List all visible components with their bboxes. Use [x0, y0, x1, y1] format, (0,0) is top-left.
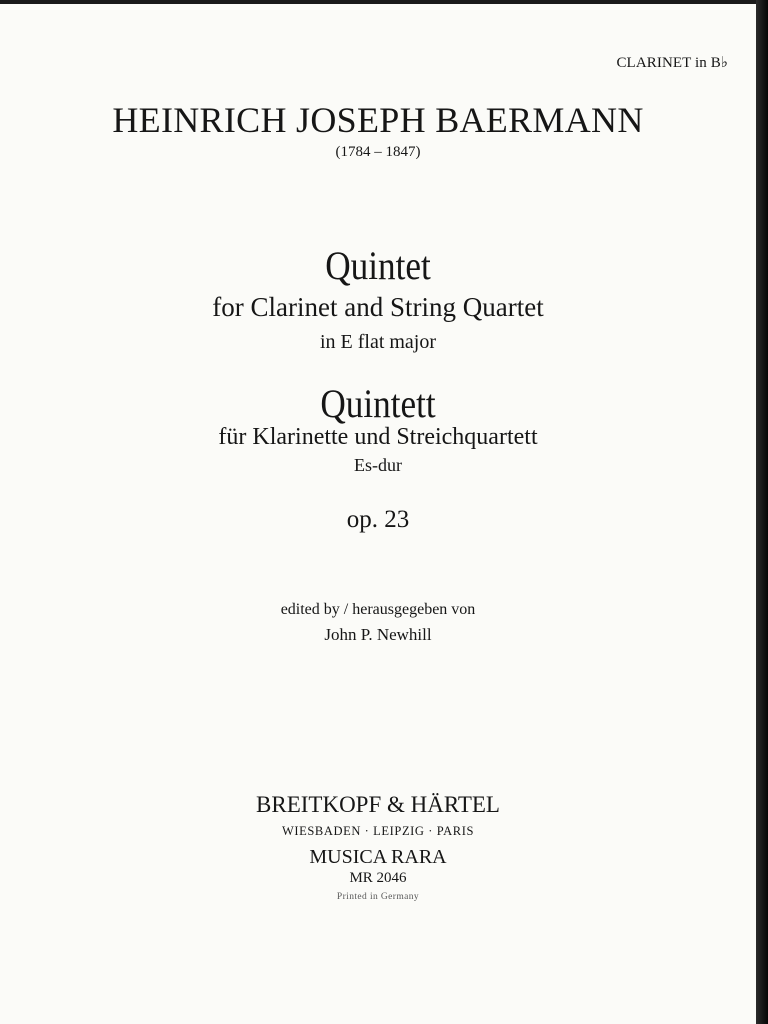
publisher-name: BREITKOPF & HÄRTEL [256, 792, 500, 817]
work-subtitle-german: für Klarinette und Streichquartett [218, 424, 538, 450]
work-title-english: Quintet [325, 243, 431, 288]
printed-in-note: Printed in Germany [336, 892, 420, 902]
work-key-german: Es-dur [354, 455, 402, 475]
work-title-german: Quintett [320, 381, 436, 426]
catalog-number: MR 2046 [349, 870, 407, 886]
part-label: CLARINET in B♭ [616, 55, 728, 71]
scan-right-edge [756, 0, 768, 1024]
work-subtitle-english: for Clarinet and String Quartet [212, 292, 544, 322]
publisher-imprint: MUSICA RARA [309, 846, 447, 868]
edited-by-label: edited by / herausgegeben von [280, 601, 476, 618]
composer-name: HEINRICH JOSEPH BAERMANN [112, 100, 644, 140]
composer-dates: (1784 – 1847) [335, 144, 421, 160]
editor-name: John P. Newhill [324, 625, 432, 644]
work-key-english: in E flat major [319, 331, 437, 353]
score-title-page [0, 4, 756, 1024]
opus-number: op. 23 [346, 506, 410, 533]
publisher-cities: WIESBADEN · LEIPZIG · PARIS [281, 824, 475, 838]
